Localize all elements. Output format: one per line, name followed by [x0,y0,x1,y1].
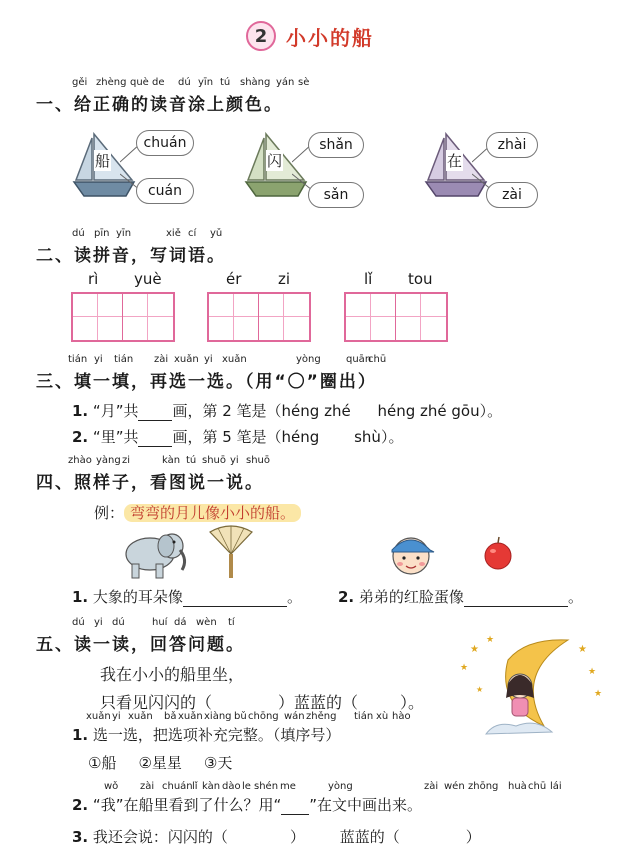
pinyin: tú [186,455,197,466]
option-item[interactable]: ③天 [203,754,233,772]
pinyin: yi [204,354,213,365]
question-number: 1. [72,726,89,744]
pinyin: xiàng [204,711,232,722]
pinyin: sè [298,77,310,88]
pinyin: pīn [94,228,110,239]
pinyin: huà [508,781,527,792]
example-label: 例： [94,504,125,522]
svg-text:★: ★ [588,667,597,677]
pinyin: yàng [96,455,121,466]
svg-text:★: ★ [460,663,469,673]
pinyin: zi [122,455,131,466]
pinyin: xuǎn [174,354,199,365]
pinyin: cí [188,228,197,239]
s5-options [88,752,232,773]
pinyin: lǐ [192,781,198,792]
s4-heading: 四、照样子，看图说一说。 [36,473,264,493]
s4-example [94,502,301,523]
question-number: 1. [72,588,89,606]
pinyin: chōng [248,711,279,722]
svg-text:★: ★ [486,635,495,645]
word-pinyin: lǐ [364,270,373,288]
boat-char: 在 [447,152,463,170]
svg-text:★: ★ [476,685,484,694]
word-pinyin: yuè [134,270,162,288]
option-item[interactable]: ①船 [88,754,117,772]
s2-heading: 二、读拼音，写词语。 [36,246,226,266]
period: 。 [286,588,302,606]
pinyin: le [242,781,251,792]
pinyin: yòng [328,781,353,792]
s5-question-2 [72,794,422,815]
pinyin: tián [114,354,134,365]
poem-line-2 [100,690,424,713]
pinyin: yi [112,711,121,722]
pinyin: xuǎn [178,711,203,722]
pinyin-option-bubble[interactable]: cuán [136,178,194,204]
writing-grid[interactable] [207,292,311,342]
writing-grid[interactable] [71,292,175,342]
pinyin-option-bubble[interactable]: chuán [136,130,194,156]
pinyin-option-bubble[interactable]: shǎn [308,132,364,158]
pinyin: zài [140,781,155,792]
word-pinyin: tou [408,270,433,288]
word-pinyin: zi [278,270,291,288]
pinyin: dú [112,617,125,628]
pinyin-option-bubble[interactable]: zài [486,182,538,208]
poem-text: ）。 [400,693,425,712]
pinyin: tú [220,77,231,88]
svg-text:★: ★ [470,644,479,655]
pinyin: kàn [162,455,181,466]
option-item[interactable]: ②星星 [138,754,182,772]
question-text: ） [465,828,481,846]
underline-mark [281,803,309,815]
pinyin: shuō [202,455,227,466]
pinyin: yòng [296,354,321,365]
pinyin: dá [174,617,187,628]
s5-question-3 [72,826,481,847]
question-number: 2. [72,428,89,446]
question-text: ”在文中画出来。 [309,796,423,814]
answer-blank[interactable] [138,431,172,447]
question-text: 蓝蓝的（ [339,828,400,846]
pinyin: zhèng [96,77,127,88]
question-number: 2. [72,796,89,814]
pinyin: lái [550,781,562,792]
s3-pinyin [68,354,388,365]
pinyin-option-bubble[interactable]: zhài [486,132,538,158]
pinyin: dào [222,781,241,792]
svg-text:★: ★ [578,644,587,655]
answer-blank[interactable] [183,591,287,607]
pinyin: yi [230,455,239,466]
pinyin: me [280,781,296,792]
pinyin: tián [68,354,88,365]
pinyin: bǔ [234,711,247,722]
s4-question-1 [72,586,302,607]
question-text: héng zhé gōu）。 [377,402,503,420]
apple-icon [482,536,514,570]
example-sentence: 弯弯的月儿像小小的船。 [124,504,301,522]
question-text: shù）。 [354,428,404,446]
answer-blank[interactable] [138,405,172,421]
s5-pinyin [72,617,248,628]
question-text: 选一选，把选项补充完整。（填序号） [92,726,341,744]
pinyin: yǔ [210,228,223,239]
pinyin: xiě [166,228,181,239]
question-text: 画，第 5 笔是（héng [172,428,320,446]
s4-pinyin [68,455,276,466]
writing-cell[interactable] [123,294,173,340]
lesson-number-badge [246,21,276,51]
poem-line-1: 我在小小的船里坐， [100,665,245,684]
pinyin: zhào [68,455,92,466]
s1-heading: 一、给正确的读音涂上颜色。 [36,95,283,115]
writing-cell[interactable] [259,294,309,340]
pinyin: chū [528,781,547,792]
pinyin: tián [354,711,374,722]
pinyin: quān [346,354,372,365]
pinyin: què [130,77,149,88]
s2-pinyin [72,228,232,239]
pinyin: dú [72,228,85,239]
boat-char: 闪 [267,152,283,170]
period: 。 [567,588,583,606]
pinyin: yi [94,617,103,628]
pinyin: yīn [198,77,214,88]
writing-cell[interactable] [209,294,259,340]
lesson-title [246,18,374,54]
question-text: 大象的耳朵像 [92,588,183,606]
pinyin: shàng [240,77,271,88]
pinyin: xuǎn [128,711,153,722]
palm-fan-icon [206,524,256,580]
question-text: “我”在船里看到了什么？用“ [92,796,282,814]
pinyin: wǒ [104,781,119,792]
word-pinyin: rì [88,270,99,288]
pinyin: wén [444,781,465,792]
question-text: ） [289,828,305,846]
elephant-icon [112,524,190,580]
question-text: 我还会说：闪闪的（ [92,828,228,846]
s5-question-1 [72,724,340,745]
pinyin: hào [392,711,411,722]
word-pinyin: ér [226,270,242,288]
lesson-number: 2 [254,25,268,47]
pinyin: zhōng [468,781,499,792]
question-text: “里”共 [92,428,139,446]
pinyin: yīn [116,228,132,239]
s5-q2-pinyin [104,781,570,792]
pinyin: yi [94,354,103,365]
pinyin: zhěng [306,711,337,722]
poem-text: 只看见闪闪的（ [100,693,213,712]
lesson-title-text: 小小的船 [286,25,374,50]
boat-char: 船 [95,152,111,170]
question-text: 弟弟的红脸蛋像 [358,588,464,606]
s3-question-1 [72,400,502,421]
pinyin: wán [284,711,305,722]
pinyin: shuō [246,455,271,466]
question-number: 3. [72,828,89,846]
pinyin: gěi [72,77,88,88]
pinyin: huí [152,617,168,628]
pinyin: wèn [196,617,217,628]
boy-face-icon [386,528,436,578]
question-text: 画，第 2 笔是（héng zhé [172,402,351,420]
question-text: “月”共 [92,402,139,420]
pinyin: kàn [202,781,221,792]
pinyin: xù [376,711,389,722]
pinyin: xuǎn [222,354,247,365]
pinyin: de [152,77,165,88]
svg-text:★: ★ [594,689,603,699]
s3-question-2 [72,426,403,447]
writing-cell[interactable] [73,294,123,340]
pinyin: tí [228,617,235,628]
pinyin: shén [254,781,279,792]
writing-grid[interactable] [344,292,448,342]
s5-q1-pinyin [86,711,412,722]
pinyin: zài [424,781,439,792]
pinyin: xuǎn [86,711,111,722]
poem-text: ）蓝蓝的（ [278,693,359,712]
pinyin: dú [72,617,85,628]
pinyin: chū [368,354,387,365]
pinyin: dú [178,77,191,88]
s5-heading: 五、读一读，回答问题。 [36,635,245,655]
pinyin: yán [276,77,295,88]
s4-question-2 [338,586,583,607]
pinyin: chuán [162,781,193,792]
moon-girl-illustration [456,634,606,740]
question-number: 2. [338,588,355,606]
s1-pinyin [72,77,318,88]
s3-heading: 三、填一填，再选一选。（用“〇”圈出） [36,372,377,392]
pinyin: bǎ [164,711,177,722]
writing-cell[interactable] [346,294,396,340]
answer-blank[interactable] [464,591,568,607]
pinyin-option-bubble[interactable]: sǎn [308,182,364,208]
writing-cell[interactable] [396,294,446,340]
question-number: 1. [72,402,89,420]
pinyin: zài [154,354,169,365]
